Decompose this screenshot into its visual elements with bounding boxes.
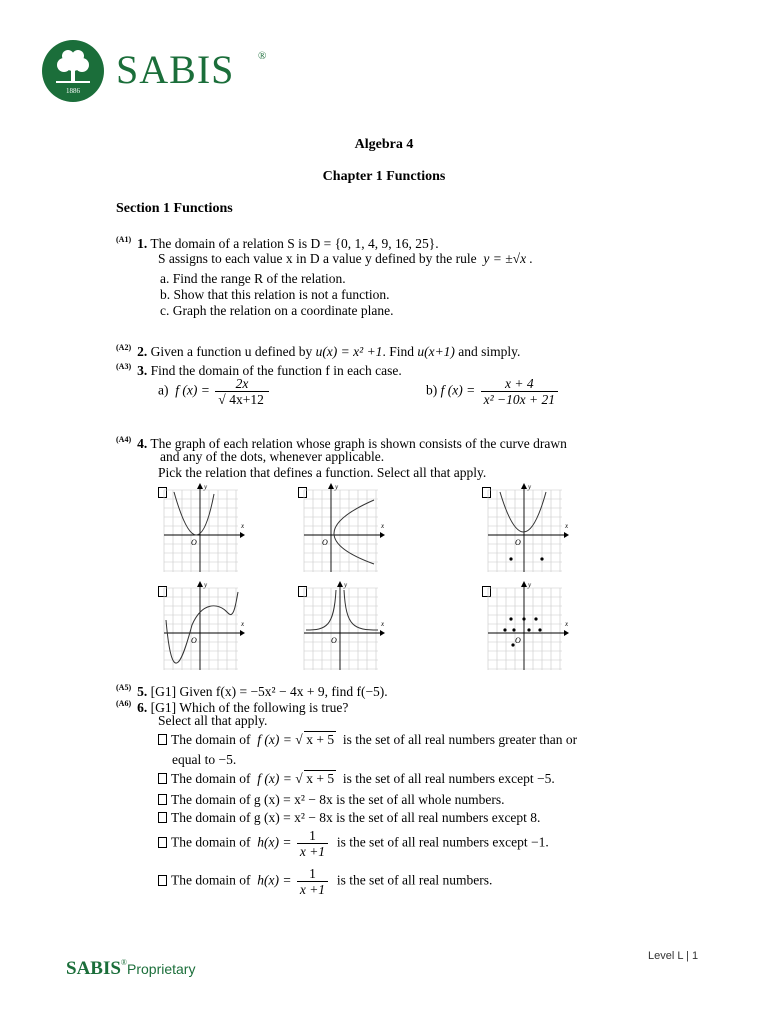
tree-emblem-icon: [42, 40, 104, 102]
option-2: The domain of f (x) = √ x + 5 is the set of all real numbers except −5.: [158, 771, 555, 787]
question-5: $^{(A5)}$ 5. [G1] Given f(x) = −5x² − 4x + 9, find f(−5).: [116, 683, 388, 699]
x-axis-label: x: [381, 620, 385, 628]
question-4-line2: and any of the dots, whenever applicable.: [160, 449, 385, 464]
question-4: $^{(A4)}$ 4. The graph of each relation whose graph is shown consists of the curve drawn: [116, 435, 567, 451]
question-3-part-a: a) f (x) = 2x √ 4x+12: [158, 376, 271, 416]
x-axis-arrow: [564, 532, 569, 538]
option-2-checkbox[interactable]: [158, 773, 167, 784]
coordinate-grid: [302, 482, 386, 574]
coordinate-grid: [486, 482, 570, 574]
relation-dot: [503, 628, 506, 631]
sabis-logo: [42, 40, 272, 102]
y-axis-label: y: [204, 581, 208, 589]
chapter-title: Chapter 1 Functions: [322, 169, 446, 184]
brand-name: SABIS: [116, 47, 235, 92]
y-axis-arrow: [197, 483, 203, 489]
x-axis-label: x: [565, 620, 569, 628]
option-1-checkbox[interactable]: [158, 734, 167, 745]
option-3: The domain of g (x) = x² − 8x is the set of all whole numbers.: [158, 792, 504, 808]
doc-title: Algebra 4: [354, 137, 414, 152]
question-tag: (A1): [116, 235, 132, 244]
registered-mark: ®: [258, 50, 267, 62]
relation-curve: [174, 492, 214, 535]
question-1-line2: S assigns to each value x in D a value y defined by the rule y = ±√x .: [158, 251, 533, 266]
relation-dot: [511, 643, 514, 646]
graph-4: [162, 580, 246, 672]
option-5-checkbox[interactable]: [158, 837, 167, 848]
y-axis-label: y: [335, 483, 339, 491]
question-1-part-c: c. Graph the relation on a coordinate plane.: [160, 303, 394, 318]
relation-dot: [509, 617, 512, 620]
footer-brand: SABIS®Proprietary: [66, 958, 196, 979]
relation-dot: [534, 617, 537, 620]
x-axis-arrow: [564, 630, 569, 636]
question-1: $^{(A1)}$ 1. The domain of a relation S is D = {0, 1, 4, 9, 16, 25}.: [116, 235, 439, 251]
origin-label: O: [191, 636, 197, 645]
question-6: $^{(A6)}$ 6. [G1] Which of the following is true?: [116, 699, 349, 715]
graph-1: [162, 482, 246, 574]
x-axis-label: x: [241, 522, 245, 530]
y-axis-arrow: [521, 483, 527, 489]
coordinate-grid: [162, 482, 246, 574]
option-1-continued: equal to −5.: [172, 752, 237, 767]
x-axis-arrow: [380, 630, 385, 636]
relation-dot: [512, 628, 515, 631]
option-6: The domain of h(x) = $\frac{1}{x +1}$ is the set of all real numbers.: [158, 866, 492, 900]
origin-label: O: [331, 636, 337, 645]
relation-dot: [527, 628, 530, 631]
coordinate-grid: [486, 580, 570, 672]
x-axis-arrow: [380, 532, 385, 538]
question-3-part-b: b) f (x) = $\frac{x + 4}{\text{x² −10x + 21}}$: [426, 376, 560, 416]
page-number: Level L | 1: [648, 950, 699, 962]
coordinate-grid: [162, 580, 246, 672]
option-4-checkbox[interactable]: [158, 812, 167, 823]
relation-dot: [509, 557, 512, 560]
graph-3: [486, 482, 570, 574]
x-axis-label: x: [565, 522, 569, 530]
y-axis-arrow: [328, 483, 334, 489]
option-6-checkbox[interactable]: [158, 875, 167, 886]
question-2: $^{(A2)}$ 2. Given a function u defined by u(x) = x² +1. Find u(x+1) and simply.: [116, 343, 521, 359]
y-axis-label: y: [528, 581, 532, 589]
x-axis-arrow: [240, 532, 245, 538]
option-5: The domain of h(x) = $\frac{1}{x +1}$ is the set of all real numbers except −1.: [158, 828, 549, 862]
option-4: The domain of g (x) = x² − 8x is the set of all real numbers except 8.: [158, 810, 540, 826]
y-axis-label: y: [204, 483, 208, 491]
question-1-part-b: b. Show that this relation is not a function.: [160, 287, 390, 302]
x-axis-label: x: [381, 522, 385, 530]
origin-label: O: [191, 538, 197, 547]
question-1-part-a: a. Find the range R of the relation.: [160, 271, 346, 286]
y-axis-arrow: [521, 581, 527, 587]
relation-dot: [538, 628, 541, 631]
x-axis-label: x: [241, 620, 245, 628]
graph-2: [302, 482, 386, 574]
question-4-line3: Pick the relation that defines a function. Select all that apply.: [158, 465, 487, 480]
question-6-instruction: Select all that apply.: [158, 713, 268, 728]
option-3-checkbox[interactable]: [158, 794, 167, 805]
founded-year: 1886: [66, 87, 80, 95]
y-axis-label: y: [344, 581, 348, 589]
relation-dot: [540, 557, 543, 560]
origin-label: O: [322, 538, 328, 547]
y-axis-label: y: [528, 483, 532, 491]
question-3: $^{(A3)}$ 3. Find the domain of the function f in each case.: [116, 362, 402, 378]
coordinate-grid: [302, 580, 386, 672]
y-axis-arrow: [197, 581, 203, 587]
origin-label: O: [515, 538, 521, 547]
relation-dot: [522, 617, 525, 620]
y-axis-arrow: [337, 581, 343, 587]
option-1: The domain of f (x) = √ x + 5 is the set of all real numbers greater than or: [158, 732, 577, 748]
graph-6: [486, 580, 570, 672]
x-axis-arrow: [240, 630, 245, 636]
graph-5: [302, 580, 386, 672]
origin-label: O: [515, 636, 521, 645]
section-title: Section 1 Functions: [116, 201, 233, 216]
